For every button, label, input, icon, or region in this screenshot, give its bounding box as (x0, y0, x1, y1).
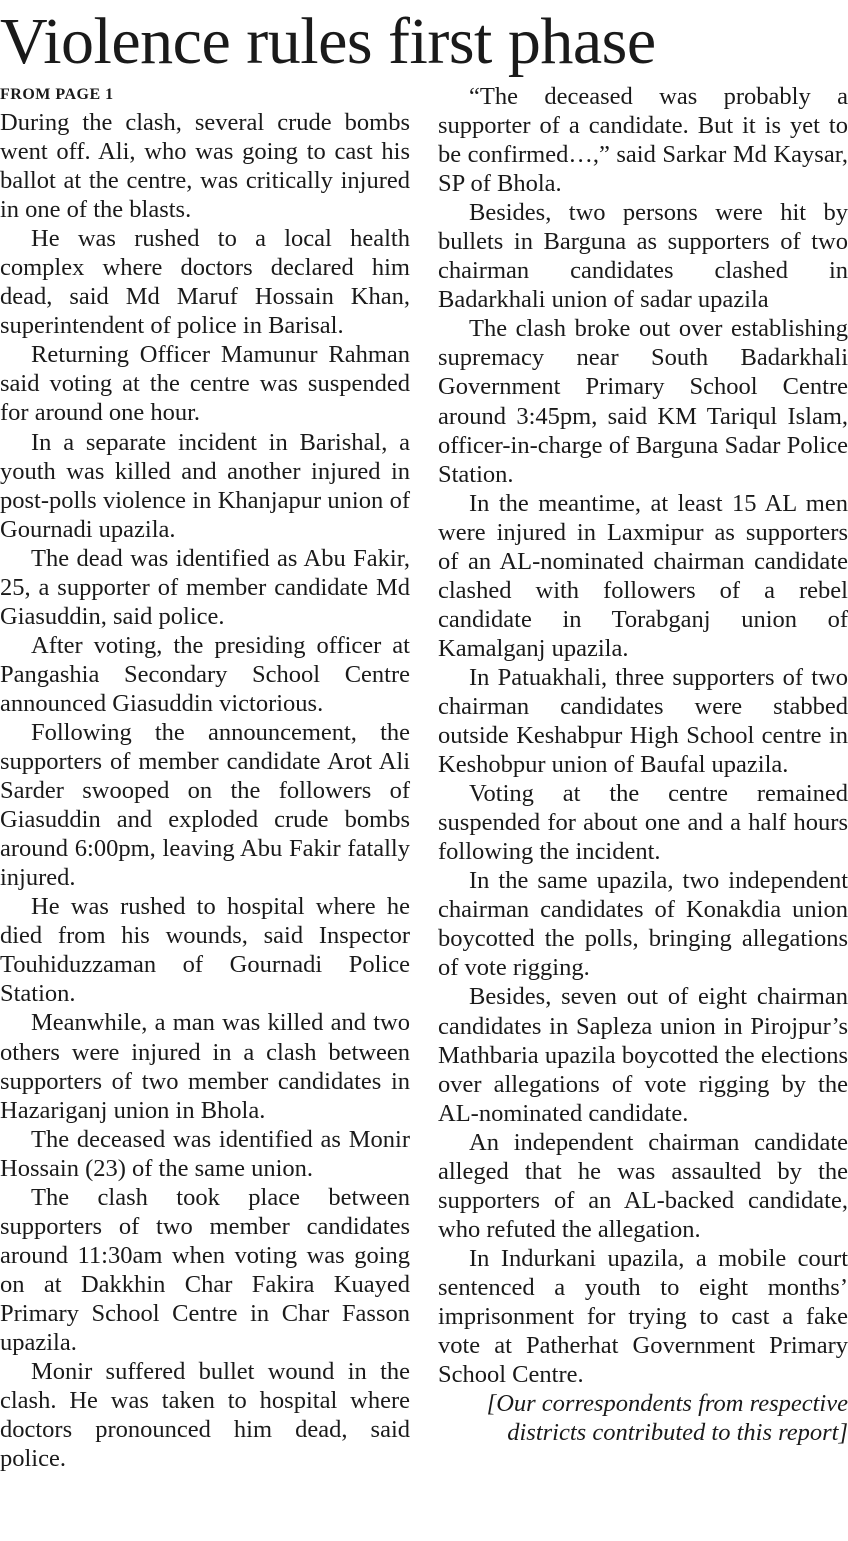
paragraph: He was rushed to hospital where he died from his wounds, said Inspector Touhiduzzaman of Gournadi Police Station. (0, 893, 410, 1008)
paragraph: In the meantime, at least 15 AL men were injured in Laxmipur as supporters of an AL-nominated chairman candidate clashed with followers of a rebel candidate in Torabganj union of Kamalganj upazila. (438, 489, 848, 662)
credit-line: districts contributed to this report] (507, 1419, 848, 1447)
paragraph: During the clash, several crude bombs went off. Ali, who was going to cast his ballot at the centre, was critically injured in one of the blasts. (0, 109, 410, 224)
paragraph: Meanwhile, a man was killed and two others were injured in a clash between supporters of two member candidates in Hazariganj union in Bhola. (0, 1009, 410, 1124)
headline: Violence rules first phase (0, 5, 656, 78)
jump-label: FROM PAGE 1 (0, 86, 114, 103)
paragraph: He was rushed to a local health complex where doctors declared him dead, said Md Maruf Hossain Khan, superintendent of police in Barisal. (0, 225, 410, 340)
paragraph: Returning Officer Mamunur Rahman said voting at the centre was suspended for around one hour. (0, 341, 410, 427)
paragraph: Besides, two persons were hit by bullets in Barguna as supporters of two chairman candidates clashed in Badarkhali union of sadar upazila (438, 199, 848, 314)
paragraph: In a separate incident in Barishal, a youth was killed and another injured in post-polls violence in Khanjapur union of Gournadi upazila. (0, 428, 410, 543)
paragraph: Following the announcement, the supporters of member candidate Arot Ali Sarder swooped on the followers of Giasuddin and exploded crude bombs around 6:00pm, leaving Abu Fakir fatally injured. (0, 718, 410, 892)
article-column-left (0, 80, 410, 1473)
credit-line: [Our correspondents from respective (486, 1390, 848, 1418)
paragraph: The clash took place between supporters of two member candidates around 11:30am when voting was going on at Dakkhin Char Fakira Kuayed Primary School Centre in Char Fasson upazila. (0, 1183, 410, 1356)
paragraph: After voting, the presiding officer at Pangashia Secondary School Centre announced Giasuddin victorious. (0, 631, 410, 717)
paragraph: “The deceased was probably a supporter of a candidate. But it is yet to be confirmed…,” said Sarkar Md Kaysar, SP of Bhola. (438, 83, 848, 198)
paragraph: Voting at the centre remained suspended for about one and a half hours following the incident. (438, 780, 848, 866)
article-column-right (438, 80, 848, 1447)
paragraph: The clash broke out over establishing supremacy near South Badarkhali Government Primary School Centre around 3:45pm, said KM Tariqul Islam, officer-in-charge of Barguna Sadar Police Station. (438, 315, 848, 488)
paragraph: An independent chairman candidate alleged that he was assaulted by the supporters of an AL-backed candidate, who refuted the allegation. (438, 1128, 848, 1243)
paragraph: The deceased was identified as Monir Hossain (23) of the same union. (0, 1125, 410, 1182)
paragraph: In the same upazila, two independent chairman candidates of Konakdia union boycotted the polls, bringing allegations of vote rigging. (438, 867, 848, 982)
paragraph: In Indurkani upazila, a mobile court sentenced a youth to eight months’ imprisonment for trying to cast a fake vote at Patherhat Government Primary School Centre. (438, 1244, 848, 1389)
contributor-credit (438, 1389, 848, 1447)
paragraph: Besides, seven out of eight chairman candidates in Sapleza union in Pirojpur’s Mathbaria upazila boycotted the elections over allegations of vote rigging by the AL-nominated candidate. (438, 983, 848, 1127)
paragraph: The dead was identified as Abu Fakir, 25, a supporter of member candidate Md Giasuddin, said police. (0, 544, 410, 630)
paragraph: Monir suffered bullet wound in the clash. He was taken to hospital where doctors pronounced him dead, said police. (0, 1358, 410, 1473)
paragraph: In Patuakhali, three supporters of two chairman candidates were stabbed outside Keshabpur High School centre in Keshobpur union of Baufal upazila. (438, 663, 848, 779)
